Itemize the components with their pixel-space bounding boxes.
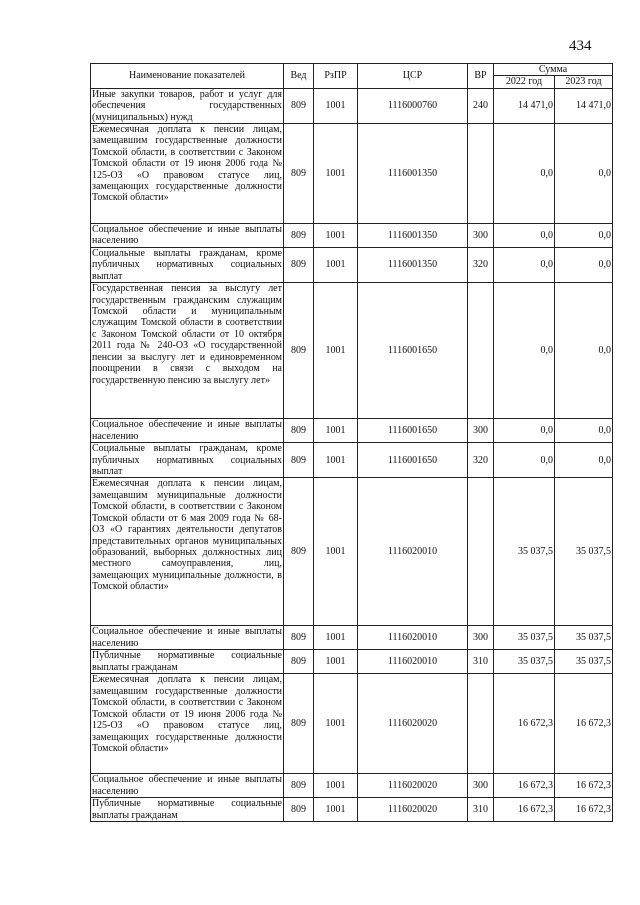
row-name: Социальное обеспечение и иные выплаты населению xyxy=(92,419,282,442)
header-vr: ВР xyxy=(468,64,494,89)
row-csr: 1116001650 xyxy=(358,283,468,419)
row-sum-2023: 0,0 xyxy=(555,419,613,443)
row-sum-2022: 0,0 xyxy=(494,248,555,283)
row-csr: 1116001650 xyxy=(358,443,468,478)
row-sum-2023: 35 037,5 xyxy=(555,650,613,674)
row-sum-2022: 0,0 xyxy=(494,124,555,224)
row-csr: 1116001350 xyxy=(358,124,468,224)
row-name: Ежемесячная доплата к пенсии лицам, замещавшим государственные должности Томской области, в соответствии с Законом Томской области от 19 июня 2006 года № 125-ОЗ «О правовом статусе лиц, замещающих государственные должности Томской области» xyxy=(91,124,284,224)
row-csr: 1116000760 xyxy=(358,88,468,123)
row-vr xyxy=(468,674,494,774)
row-rzpr: 1001 xyxy=(314,419,358,443)
row-sum-2023: 0,0 xyxy=(555,248,613,283)
row-vr xyxy=(468,478,494,626)
page-number: 434 xyxy=(569,38,592,54)
row-sum-2023: 0,0 xyxy=(555,224,613,248)
row-ved: 809 xyxy=(284,650,314,674)
row-csr: 1116020020 xyxy=(358,674,468,774)
row-sum-2023: 16 672,3 xyxy=(555,674,613,774)
row-name: Иные закупки товаров, работ и услуг для обеспечения государственных (муниципальных) нужд xyxy=(92,88,282,123)
row-sum-2023: 14 471,0 xyxy=(555,88,613,123)
row-name: Публичные нормативные социальные выплаты гражданам xyxy=(92,798,282,821)
table-row xyxy=(91,774,613,798)
header-csr: ЦСР xyxy=(358,64,468,89)
row-rzpr: 1001 xyxy=(314,443,358,478)
table-row xyxy=(91,443,613,478)
row-sum-2023: 0,0 xyxy=(555,124,613,224)
row-name: Социальное обеспечение и иные выплаты населению xyxy=(92,224,282,247)
table-row xyxy=(91,798,613,822)
header-year-2022: 2022 год xyxy=(494,76,555,88)
table-row xyxy=(91,478,613,626)
table-row xyxy=(91,124,613,224)
table-row xyxy=(91,650,613,674)
row-vr: 300 xyxy=(468,774,494,798)
row-vr: 300 xyxy=(468,626,494,650)
row-sum-2022: 0,0 xyxy=(494,443,555,478)
row-ved: 809 xyxy=(284,124,314,224)
table-body xyxy=(91,88,613,822)
table-row xyxy=(91,88,613,123)
row-sum-2022: 0,0 xyxy=(494,283,555,419)
table-row xyxy=(91,674,613,774)
row-csr: 1116020010 xyxy=(358,650,468,674)
row-ved: 809 xyxy=(284,774,314,798)
row-csr: 1116020010 xyxy=(358,478,468,626)
row-sum-2023: 35 037,5 xyxy=(555,478,613,626)
row-vr: 310 xyxy=(468,798,494,822)
row-rzpr: 1001 xyxy=(314,224,358,248)
table-row xyxy=(91,224,613,248)
header-ved: Вед xyxy=(284,64,314,89)
table-row xyxy=(91,626,613,650)
row-name: Ежемесячная доплата к пенсии лицам, замещавшим муниципальные должности Томской области, в соответствии с Законом Томской области от 6 мая 2009 года № 68-ОЗ «О гарантиях деятельности депутатов представительных органов муниципальных образований, выборных должностных лиц местного самоуправления, лиц, замещающих муниципальные должности, в Томской области» xyxy=(91,478,284,626)
row-rzpr: 1001 xyxy=(314,774,358,798)
row-sum-2022: 16 672,3 xyxy=(494,674,555,774)
row-ved: 809 xyxy=(284,798,314,822)
row-sum-2022: 0,0 xyxy=(494,419,555,443)
row-rzpr: 1001 xyxy=(314,798,358,822)
row-rzpr: 1001 xyxy=(314,650,358,674)
row-vr: 240 xyxy=(468,88,494,123)
row-sum-2023: 0,0 xyxy=(555,283,613,419)
row-sum-2022: 16 672,3 xyxy=(494,774,555,798)
row-rzpr: 1001 xyxy=(314,248,358,283)
row-rzpr: 1001 xyxy=(314,88,358,123)
table-row xyxy=(91,283,613,419)
row-rzpr: 1001 xyxy=(314,674,358,774)
row-rzpr: 1001 xyxy=(314,124,358,224)
table-row xyxy=(91,248,613,283)
row-name: Ежемесячная доплата к пенсии лицам, замещавшим государственные должности Томской области, в соответствии с Законом Томской области от 19 июня 2006 года № 125-ОЗ «О правовом статусе лиц, замещающих государственные должности Томской области» xyxy=(91,674,284,774)
row-csr: 1116001350 xyxy=(358,248,468,283)
budget-table xyxy=(90,63,613,822)
row-ved: 809 xyxy=(284,419,314,443)
row-vr: 300 xyxy=(468,419,494,443)
row-sum-2023: 0,0 xyxy=(555,443,613,478)
row-name: Социальные выплаты гражданам, кроме публичных нормативных социальных выплат xyxy=(92,248,282,282)
row-rzpr: 1001 xyxy=(314,283,358,419)
row-sum-2022: 14 471,0 xyxy=(494,88,555,123)
row-csr: 1116020010 xyxy=(358,626,468,650)
row-sum-2023: 16 672,3 xyxy=(555,774,613,798)
row-sum-2023: 35 037,5 xyxy=(555,626,613,650)
header-sum: Сумма xyxy=(494,64,613,76)
row-csr: 1116020020 xyxy=(358,774,468,798)
row-ved: 809 xyxy=(284,443,314,478)
row-vr: 320 xyxy=(468,248,494,283)
row-name: Социальное обеспечение и иные выплаты населению xyxy=(92,626,282,649)
row-ved: 809 xyxy=(284,626,314,650)
row-name: Публичные нормативные социальные выплаты гражданам xyxy=(92,650,282,673)
row-ved: 809 xyxy=(284,283,314,419)
row-ved: 809 xyxy=(284,88,314,123)
row-rzpr: 1001 xyxy=(314,478,358,626)
header-rzpr: РзПР xyxy=(314,64,358,89)
row-sum-2022: 16 672,3 xyxy=(494,798,555,822)
header-year-2023: 2023 год xyxy=(555,76,613,88)
row-ved: 809 xyxy=(284,248,314,283)
row-ved: 809 xyxy=(284,224,314,248)
row-vr xyxy=(468,283,494,419)
row-vr: 300 xyxy=(468,224,494,248)
row-csr: 1116001650 xyxy=(358,419,468,443)
row-name: Социальное обеспечение и иные выплаты населению xyxy=(92,774,282,797)
row-vr: 310 xyxy=(468,650,494,674)
row-sum-2022: 35 037,5 xyxy=(494,478,555,626)
row-ved: 809 xyxy=(284,478,314,626)
row-sum-2022: 35 037,5 xyxy=(494,626,555,650)
row-sum-2022: 0,0 xyxy=(494,224,555,248)
row-vr xyxy=(468,124,494,224)
row-name: Государственная пенсия за выслугу лет государственным гражданским служащим Томской области и муниципальным служащим Томской области в соответствии с Законом Томской области от 10 октября 2011 года № 240-ОЗ «О государственной пенсии за выслугу лет и единовременном поощрении в связи с выходом на государственную пенсию за выслугу лет» xyxy=(91,283,284,419)
table-row xyxy=(91,419,613,443)
row-sum-2023: 16 672,3 xyxy=(555,798,613,822)
header-name: Наименование показателей xyxy=(91,64,284,89)
row-csr: 1116020020 xyxy=(358,798,468,822)
row-name: Социальные выплаты гражданам, кроме публичных нормативных социальных выплат xyxy=(92,443,282,478)
row-csr: 1116001350 xyxy=(358,224,468,248)
row-ved: 809 xyxy=(284,674,314,774)
row-vr: 320 xyxy=(468,443,494,478)
row-rzpr: 1001 xyxy=(314,626,358,650)
row-sum-2022: 35 037,5 xyxy=(494,650,555,674)
